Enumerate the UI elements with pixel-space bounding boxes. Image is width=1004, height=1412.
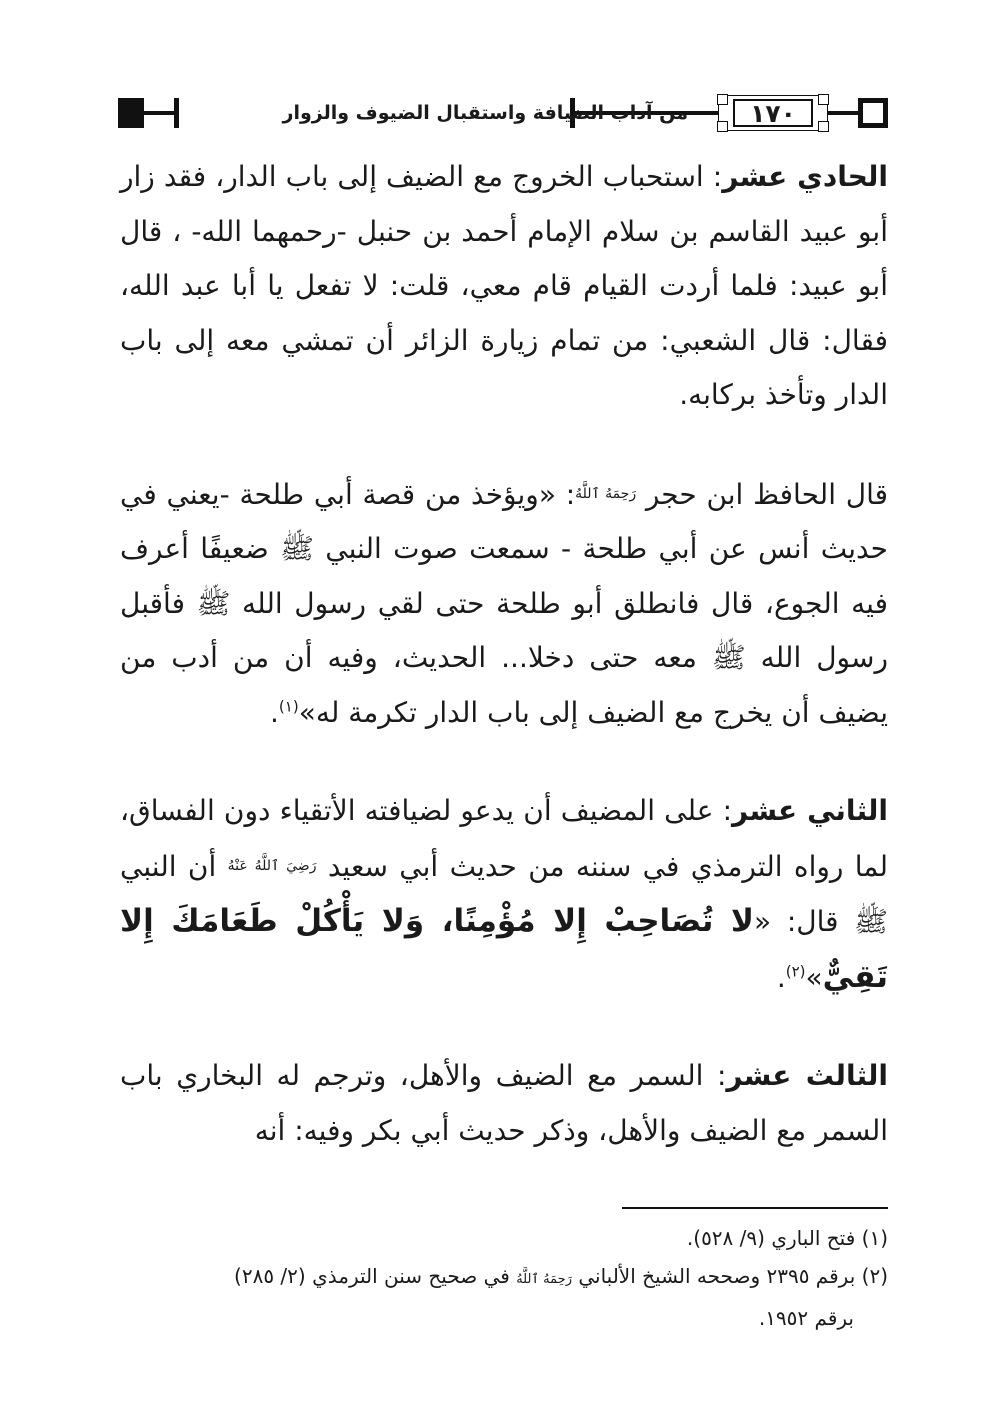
paragraph-thirteenth bbox=[120, 1049, 888, 1158]
footnote-reference: (١) bbox=[278, 697, 299, 716]
honorific-glyph: رَحِمَهُ ٱللَّهُ bbox=[575, 485, 637, 502]
paragraph-end: . bbox=[270, 695, 279, 729]
honorific-glyph: رَحِمَهُ ٱللَّهُ bbox=[516, 1272, 572, 1287]
paragraph-text: » bbox=[805, 960, 823, 994]
paragraph-eleventh bbox=[120, 150, 888, 423]
frame-corner-ornament bbox=[818, 121, 829, 132]
paragraph-gap bbox=[120, 423, 888, 467]
paragraph-text: : استحباب الخروج مع الضيف إلى باب الدار، فقد زار أبو عبيد القاسم بن سلام الإمام أحمد بن حنبل -رحمهما الله- ، قال أبو عبيد: فلما أردت القيام قام معي، قلت: لا تفعل يا أبا عبد الله، فقال: قال الشعبي: من تمام زيارة الزائر أن تمشي معه إلى باب الدار وتأخذ بركابه. bbox=[120, 160, 888, 411]
paragraph-twelfth bbox=[120, 784, 888, 1005]
footnote-reference: (٢) bbox=[785, 962, 806, 981]
section-lead: الثالث عشر bbox=[726, 1059, 888, 1092]
paragraph-text: : السمر مع الضيف والأهل، وترجم له البخاري باب السمر مع الضيف والأهل، وذكر حديث أبي بكر وفيه: أنه bbox=[120, 1059, 888, 1147]
header-rule-right bbox=[828, 111, 863, 115]
paragraph-text: : على المضيف أن يدعو لضيافته الأتقياء دون الفساق، لما رواه الترمذي في سننه من حديث أبي سعيد bbox=[120, 794, 889, 883]
footnote-text: (٢) برقم ٢٣٩٥ وصححه الشيخ الألباني bbox=[571, 1264, 888, 1288]
paragraph-text: قال: « bbox=[754, 905, 855, 938]
header-title: من آداب الضيافة واستقبال الضيوف والزوار bbox=[282, 102, 688, 124]
honorific-glyph: رَضِيَ ٱللَّهُ عَنْهُ bbox=[227, 857, 317, 874]
running-header bbox=[118, 94, 888, 138]
footnote-2 bbox=[120, 1257, 888, 1299]
main-text bbox=[120, 150, 888, 1158]
paragraph-gap bbox=[120, 1005, 888, 1049]
hadith-quote: لا تُصَاحِبْ إِلا مُؤْمِنًا، وَلا يَأْكُلْ طَعَامَكَ إِلا تَقِيٌّ bbox=[120, 903, 888, 995]
paragraph-text: : «ويؤخذ من قصة أبي طلحة -يعني في حديث أنس عن أبي طلحة - سمعت صوت النبي bbox=[120, 477, 888, 565]
footnote-text: في صحيح سنن الترمذي (٢/ ٢٨٥) bbox=[234, 1264, 517, 1288]
paragraph-text: ضعيفًا أعرف فيه الجوع، قال فانطلق أبو طلحة حتى لقي رسول الله bbox=[120, 532, 888, 620]
paragraph-gap bbox=[120, 740, 888, 784]
paragraph-ibn-hajar-quote bbox=[120, 467, 888, 741]
honorific-glyph: ﷺ bbox=[280, 532, 314, 565]
page-number: ١٧٠ bbox=[733, 99, 813, 127]
footnote-2-continuation: برقم ١٩٥٢. bbox=[758, 1306, 854, 1330]
paragraph-text: فأقبل رسول الله bbox=[120, 586, 889, 674]
page-number-frame bbox=[718, 95, 828, 131]
frame-corner-ornament bbox=[717, 94, 728, 105]
paragraph-text: قال الحافظ ابن حجر bbox=[636, 477, 889, 511]
paragraph-text: معه حتى دخلا... الحديث، وفيه أن من أدب من يضيف أن يخرج مع الضيف إلى باب الدار تكرمة له» bbox=[120, 641, 888, 729]
frame-corner-ornament bbox=[717, 121, 728, 132]
honorific-glyph: ﷺ bbox=[711, 641, 746, 674]
header-bar-separator bbox=[174, 98, 179, 128]
frame-corner-ornament bbox=[818, 94, 829, 105]
footnote-separator bbox=[622, 1207, 888, 1209]
section-lead: الثاني عشر bbox=[732, 794, 888, 827]
honorific-glyph: ﷺ bbox=[196, 586, 231, 620]
footnote-1: (١) فتح الباري (٩/ ٥٢٨). bbox=[686, 1226, 888, 1250]
header-rule-left bbox=[144, 111, 174, 115]
honorific-glyph: ﷺ bbox=[854, 905, 888, 938]
paragraph-end: . bbox=[776, 960, 786, 994]
paragraph-text: أن النبي bbox=[120, 849, 228, 883]
section-lead: الحادي عشر bbox=[722, 160, 889, 193]
header-ornament-block bbox=[118, 98, 144, 128]
footnotes bbox=[120, 1219, 888, 1337]
